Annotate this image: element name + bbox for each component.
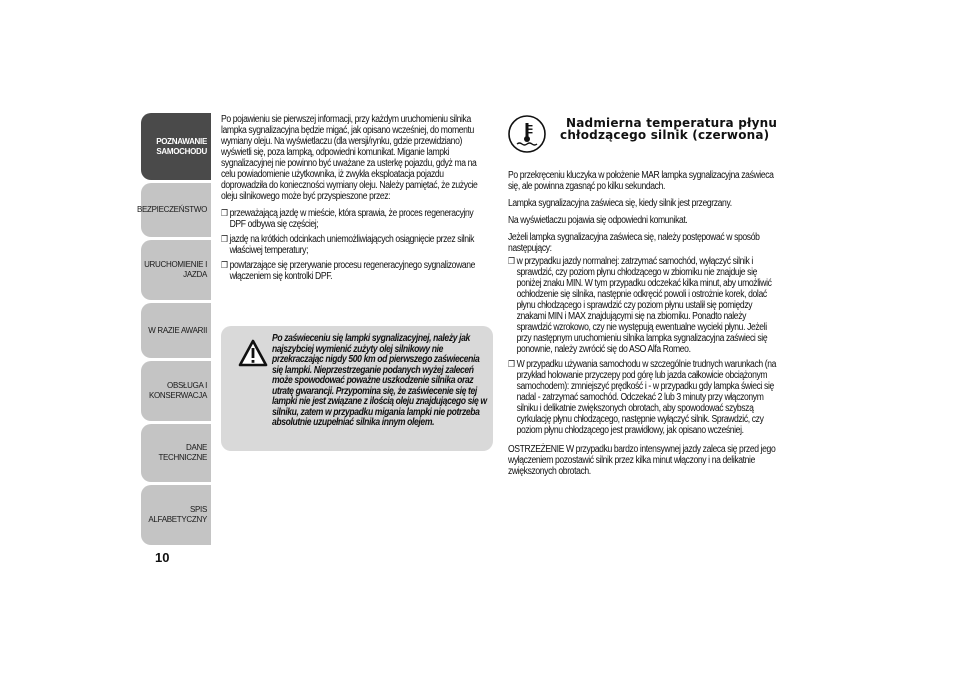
closing-paragraph: OSTRZEŻENIE W przypadku bardzo intensywnej jazdy zaleca się przed jego wyłączeniem pozostawić silnik przez kilka minut włączony i na delikatnie zwiększonych obrotach.: [508, 444, 776, 477]
paragraph: Na wyświetlaczu pojawia się odpowiedni komunikat.: [508, 215, 688, 226]
list-item: [508, 256, 781, 355]
right-column: [508, 170, 781, 483]
tab-label: OBSŁUGA I KONSERWACJA: [148, 381, 207, 400]
paragraph: Jeżeli lampka sygnalizacyjna zaświeca się, należy postępować w sposób następujący:: [508, 232, 760, 254]
sidebar-tab-obsluga-i-konserwacja[interactable]: [141, 361, 211, 421]
paragraph: Lampka sygnalizacyjna zaświeca się, kiedy silnik jest przegrzany.: [508, 198, 732, 209]
coolant-temperature-icon: [507, 114, 547, 154]
sidebar-tab-dane-techniczne[interactable]: [141, 424, 211, 482]
sidebar-tab-bezpieczenstwo[interactable]: [136, 183, 211, 237]
left-column: [221, 114, 491, 286]
list-item: [221, 234, 491, 256]
bullet-box-icon: ❒: [508, 256, 515, 266]
sidebar-tab-spis-alfabetyczny[interactable]: [141, 485, 211, 545]
sidebar-tab-w-razie-awarii[interactable]: [141, 303, 211, 358]
list-item: [221, 260, 491, 282]
list-item-text: W przypadku używania samochodu w szczególnie trudnych warunkach (na przykład holowanie przyczepy pod górę lub jazda całkowicie obciążonym samochodem): zmniejszyć prędkość i - w przypadku gdy lampka świeci się nadal - zatrzymać samochód. Odczekać 2 lub 3 minuty przy włączonym silniku i delikatnie zwiększonych obrotach, aby spowodować szybszą cyrkulację płynu chłodzącego, następnie wyłączyć silnik. Sprawdzić, czy poziom płynu chłodzącego jest prawidłowy, jak opisano wcześniej.: [516, 359, 777, 436]
tab-label: W RAZIE AWARII: [148, 325, 207, 335]
tab-label: BEZPIECZEŃSTWO: [136, 205, 207, 214]
warning-text: [229, 334, 487, 429]
heading-line-2: chłodzącego silnik (czerwona): [560, 128, 770, 142]
list-item-text: przeważającą jazdę w mieście, która sprawia, że proces regeneracyjny DPF odbywa się częściej;: [229, 208, 474, 230]
list-item-text: jazdę na krótkich odcinkach uniemożliwiających osiągnięcie przez silnik właściwej temperatury;: [229, 234, 475, 256]
tab-label: URUCHOMIENIE I JAZDA: [144, 260, 207, 279]
tab-label: DANE TECHNICZNE: [158, 443, 207, 462]
list-item-text: w przypadku jazdy normalnej: zatrzymać samochód, wyłączyć silnik i sprawdzić, czy poziom płynu chłodzącego w zbiorniku nie znajduje się poniżej znaku MIN. W tym przypadku odczekać kilka minut, aby umożliwić ochłodzenie się silnika, następnie odkręcić powoli i ostrożnie korek, dolać płynu chłodzącego i sprawdzić czy poziom płynu ustalił się pomiędzy znakami MIN i MAX znajdującymi się na zbiorniku. Ponadto należy sprawdzić wzrokowo, czy nie występują ewentualne wycieki płynu. Jeżeli przy następnym uruchomieniu silnika lampka sygnalizacyjna zaświeci się ponownie, należy zwrócić się do ASO Alfa Romeo.: [516, 256, 772, 355]
bullet-box-icon: ❒: [221, 260, 228, 270]
section-heading: [560, 117, 780, 141]
sidebar-tab-poznawanie-samochodu[interactable]: [141, 113, 211, 180]
list-item: [221, 208, 491, 230]
heading-line-1: Nadmierna temperatura płynu: [566, 116, 778, 130]
list-item-text: powtarzające się przerywanie procesu regeneracyjnego sygnalizowane włączeniem się kontrolki DPF.: [229, 260, 476, 282]
tab-label: SPIS ALFABETYCZNY: [148, 505, 207, 524]
list-item: [508, 359, 781, 436]
page-number: 10: [155, 550, 170, 565]
tab-label: POZNAWANIE SAMOCHODU: [156, 136, 207, 156]
bullet-box-icon: ❒: [508, 359, 515, 369]
warning-box: [221, 326, 493, 451]
paragraph: Po przekręceniu kluczyka w położenie MAR lampka sygnalizacyjna zaświeca się, ale powinna zgasnąć po kilku sekundach.: [508, 170, 774, 192]
bullet-box-icon: ❒: [221, 208, 228, 218]
intro-paragraph: Po pojawieniu sie pierwszej informacji, przy każdym uruchomieniu silnika lampka sygnalizacyjna będzie migać, jak opisano wcześniej, do momentu wymiany oleju. Na wyświetlaczu (dla wersji/rynku, gdzie przewidziano) wyświetli się, poza lampką, odpowiedni komunikat. Miganie lampki sygnalizacyjnej nie powinno być uważane za usterkę pojazdu, gdyż ma na celu powiadomienie użytkownika, iż zwykła eksploatacja pojazdu doprowadziła do konieczności wymiany oleju. Należy pamiętać, że zużycie oleju silnikowego może być przyspieszone przez:: [221, 114, 478, 202]
sidebar-tab-uruchomienie-i-jazda[interactable]: [141, 240, 211, 300]
warning-text-content: Po zaświeceniu się lampki sygnalizacyjnej, należy jak najszybciej wymienić zużyty olej silnikowy nie przekraczając nigdy 500 km od pierwszego zaświecenia się lampki. Nieprzestrzeganie podanych wyżej zaleceń może spowodować poważne uszkodzenie silnika oraz utratę gwarancji. Przypomina się, że zaświecenie się tej lampki nie jest związane z ilością oleju znajdującego się w silniku, zatem w przypadku migania lampki nie potrzeba absolutnie uzupełniać silnika innym olejem.: [272, 333, 487, 428]
bullet-box-icon: ❒: [221, 234, 228, 244]
